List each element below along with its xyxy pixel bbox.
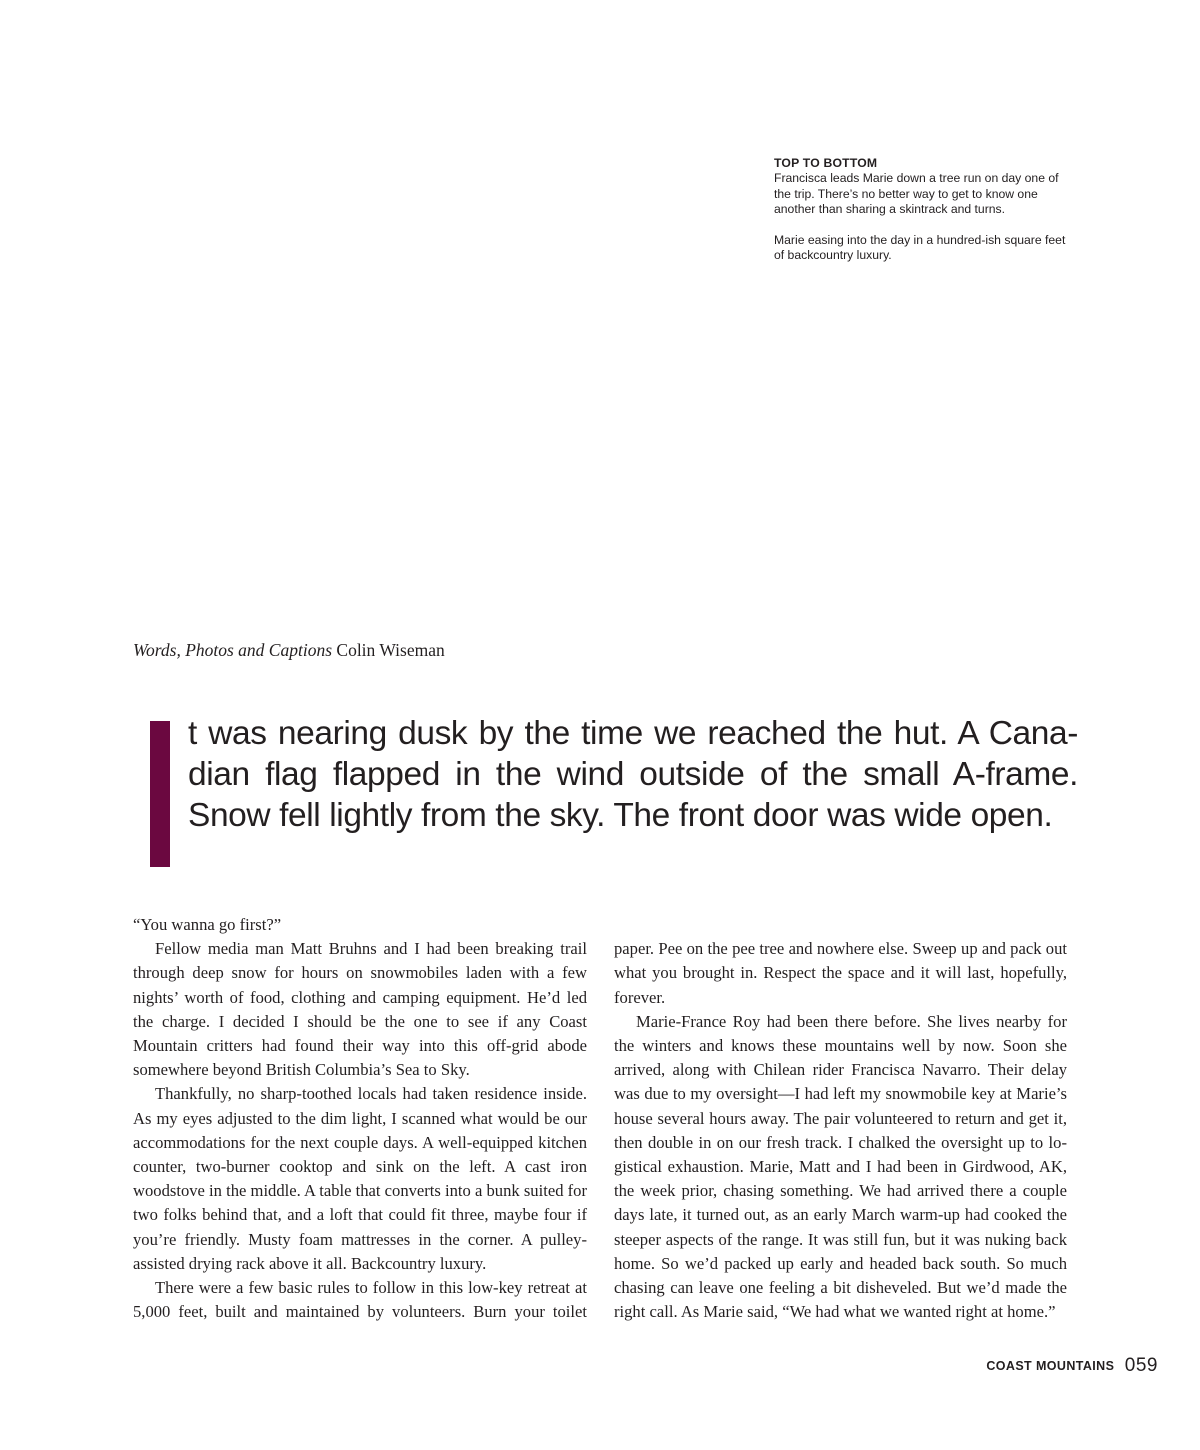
body-column-left	[133, 913, 587, 1324]
byline-label: Words, Photos and Captions	[133, 640, 333, 660]
body-column-right	[614, 937, 1067, 1324]
body-paragraph: Thankfully, no sharp-toothed locals had taken residence inside. As my eyes adjusted to the dim light, I scanned what would be our accommodations for the next couple days. A well-equipped kitchen counter, two-burner cooktop and sink on the left. A cast iron woodstove in the middle. A table that converts into a bunk suited for two folks behind that, and a loft that could fit three, maybe four if you’re friendly. Musty foam mattresses in the corner. A pulley-assisted drying rack above it all. Backcountry luxury.	[133, 1084, 587, 1273]
drop-cap-i	[150, 721, 170, 867]
lede-line: dian flag flapped in the wind outside of the small A-frame.	[188, 756, 1078, 793]
body-paragraph: “You wanna go first?”	[133, 915, 282, 934]
caption-heading: TOP TO BOTTOM	[774, 156, 878, 170]
body-paragraph: There were a few basic rules to follow in this low-key retreat at 5,000 feet, built and maintained by volunteers. Burn your toilet	[133, 1278, 587, 1322]
lede-paragraph	[188, 713, 1078, 836]
byline	[133, 638, 445, 662]
photo-caption	[774, 156, 1074, 263]
body-paragraph: paper. Pee on the pee tree and nowhere else. Sweep up and pack out what you brought in. Respect the space and it will last, hopefully, forever.	[614, 939, 1067, 1007]
lede-line: Snow fell lightly from the sky. The front door was wide open.	[188, 797, 1053, 834]
caption-paragraph: Marie easing into the day in a hundred-ish square feet of backcountry luxury.	[774, 232, 1066, 263]
byline-author: Colin Wiseman	[336, 640, 445, 660]
magazine-name: COAST MOUNTAINS	[986, 1359, 1115, 1373]
page-footer	[986, 1355, 1158, 1377]
body-paragraph: Marie-France Roy had been there before. She lives nearby for the winters and knows these mountains well by now. Soon she arrived, along with Chilean rider Francisca Navarro. Their delay was due to my oversight—I had left my snowmobile key at Marie’s house several hours away. The pair volunteered to return and get it, then double in on our fresh track. I chalked the oversight up to logistical exhaustion. Marie, Matt and I had been in Girdwood, AK, the week prior, chasing something. We had arrived there a couple days late, it turned out, as an early March warm-up had cooked the steeper aspects of the range. It was still fun, but it was nuking back home. So we’d packed up early and headed back south. So much chasing can leave one feeling a bit disheveled. But we’d made the right call. As Marie said, “We had what we wanted right at home.”	[614, 1011, 1067, 1322]
page-number: 059	[1124, 1355, 1158, 1376]
lede-line: t was nearing dusk by the time we reached the hut. A Cana-	[188, 715, 1078, 752]
caption-paragraph: Francisca leads Marie down a tree run on day one of the trip. There’s no better way to get to know one another than sharing a skintrack and turns.	[774, 171, 1059, 217]
body-paragraph: Fellow media man Matt Bruhns and I had been breaking trail through deep snow for hours on snowmobiles laden with a few nights’ worth of food, clothing and camping equipment. He’d led the charge. I decided I should be the one to see if any Coast Mountain critters had found their way into this off-grid abode somewhere beyond British Columbia’s Sea to Sky.	[133, 939, 587, 1080]
